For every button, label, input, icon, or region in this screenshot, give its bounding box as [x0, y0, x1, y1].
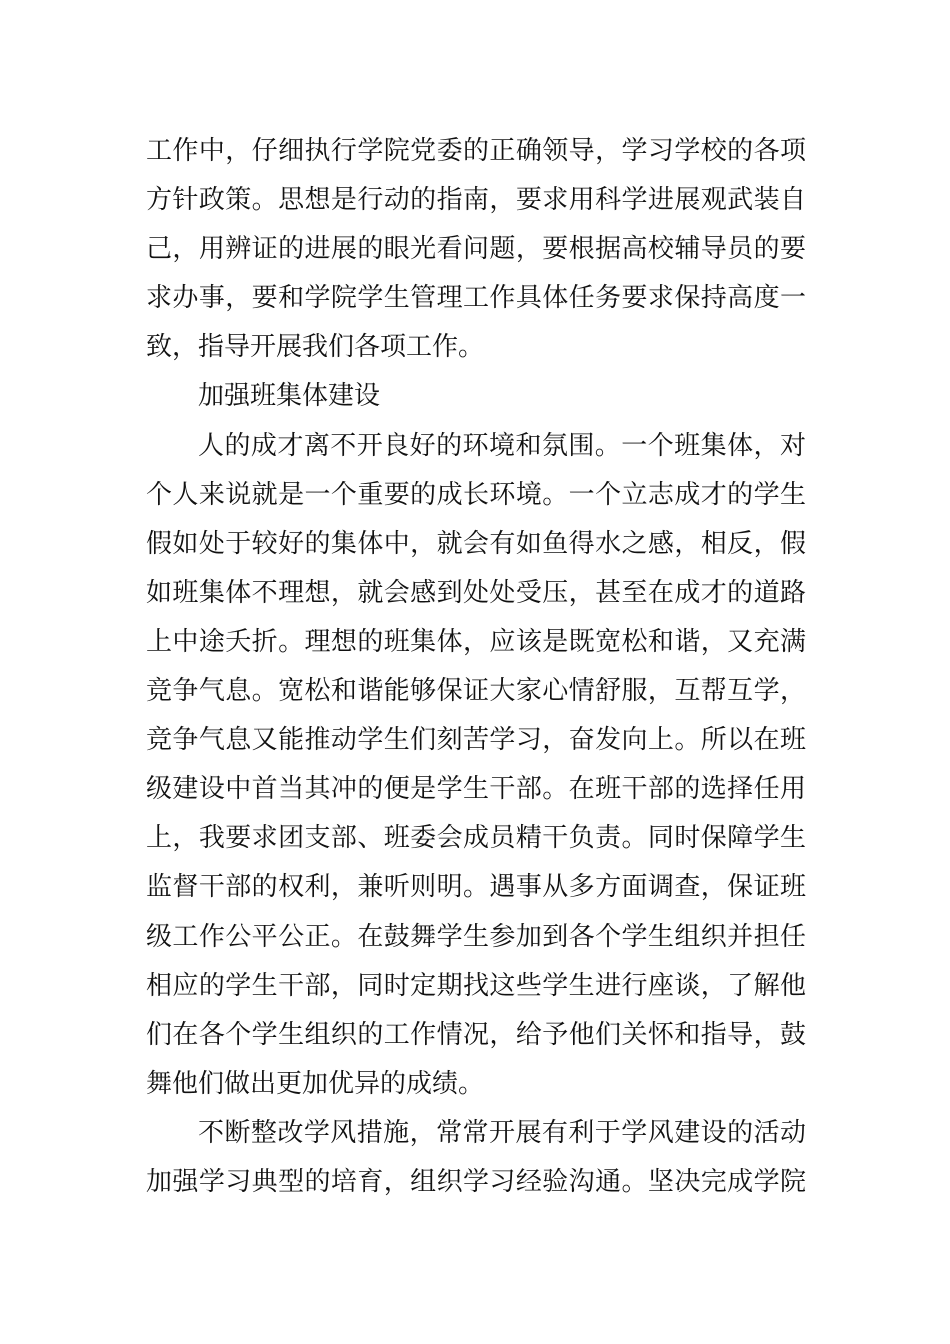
text-line: 上中途夭折。理想的班集体，应该是既宽松和谐，又充满: [146, 626, 806, 657]
text-line: 个人来说就是一个重要的成长环境。一个立志成才的学生: [146, 479, 806, 510]
text-line: 们在各个学生组织的工作情况，给予他们关怀和指导，鼓: [146, 1019, 806, 1050]
text-line: 求办事，要和学院学生管理工作具体任务要求保持高度一: [146, 283, 806, 314]
text-line: 方针政策。思想是行动的指南，要求用科学进展观武装自: [146, 185, 806, 216]
text-line: 工作中，仔细执行学院党委的正确领导，学习学校的各项: [146, 136, 806, 166]
document-body: [146, 127, 806, 1207]
text-line: 舞他们做出更加优异的成绩。: [146, 1068, 485, 1099]
paragraph: [146, 127, 806, 372]
section-heading: [146, 372, 806, 421]
text-line: 不断整改学风措施，常常开展有利于学风建设的活动: [198, 1117, 806, 1148]
paragraph: [146, 1109, 806, 1207]
heading-text: 加强班集体建设: [198, 381, 381, 412]
text-line: 级建设中首当其冲的便是学生干部。在班干部的选择任用: [146, 774, 806, 805]
text-line: 如班集体不理想，就会感到处处受压，甚至在成才的道路: [146, 577, 806, 608]
text-line: 级工作公平公正。在鼓舞学生参加到各个学生组织并担任: [146, 921, 806, 952]
text-line: 加强学习典型的培育，组织学习经验沟通。坚决完成学院: [146, 1166, 806, 1197]
text-line: 假如处于较好的集体中，就会有如鱼得水之感，相反，假: [146, 528, 806, 559]
text-line: 己，用辨证的进展的眼光看问题，要根据高校辅导员的要: [146, 234, 806, 265]
text-line: 竞争气息。宽松和谐能够保证大家心情舒服，互帮互学，: [146, 676, 806, 707]
text-line: 竞争气息又能推动学生们刻苦学习，奋发向上。所以在班: [146, 725, 806, 756]
text-line: 上，我要求团支部、班委会成员精干负责。同时保障学生: [146, 823, 806, 854]
paragraph: [146, 422, 806, 1109]
text-line: 人的成才离不开良好的环境和氛围。一个班集体，对: [198, 430, 806, 461]
text-line: 监督干部的权利，兼听则明。遇事从多方面调查，保证班: [146, 872, 806, 903]
text-line: 致，指导开展我们各项工作。: [146, 332, 485, 363]
text-line: 相应的学生干部，同时定期找这些学生进行座谈，了解他: [146, 970, 806, 1001]
